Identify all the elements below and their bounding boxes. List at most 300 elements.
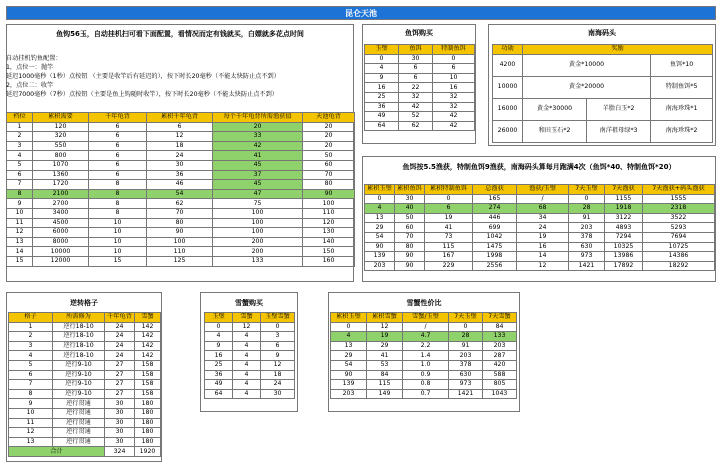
- table-cell: 142: [135, 332, 161, 342]
- table-cell: 32: [399, 92, 433, 102]
- table-cell: 973: [449, 380, 483, 390]
- table-cell: 逆行贯通: [53, 428, 105, 438]
- main-header: 天池龟背: [303, 113, 355, 123]
- table-cell: 14: [517, 252, 569, 262]
- table-cell: 30: [105, 437, 135, 447]
- table-cell: 274: [473, 204, 517, 214]
- table-cell: 1421: [449, 389, 483, 399]
- table-cell: 34: [517, 213, 569, 223]
- table-row: [7, 237, 355, 247]
- table-row: [365, 223, 715, 233]
- table-cell: 13: [7, 237, 33, 247]
- config-note-0: 自动挂机钓鱼配置：: [6, 55, 62, 62]
- table-cell: 52: [399, 112, 433, 122]
- table-cell: 699: [473, 223, 517, 233]
- table-row: [205, 322, 295, 332]
- table-cell: 446: [473, 213, 517, 223]
- table-cell: 140: [303, 237, 355, 247]
- table-cell: 20: [303, 132, 355, 142]
- table-cell: 14386: [643, 252, 715, 262]
- table-row: [365, 204, 715, 214]
- table-cell: 27: [105, 370, 135, 380]
- table-cell: 6: [89, 141, 147, 151]
- table-cell: 200: [213, 247, 303, 257]
- crab-buy-header: 玉璧雪蟹: [261, 313, 295, 323]
- table-cell: 0: [331, 322, 367, 332]
- table-row: [365, 252, 715, 262]
- table-cell: 203: [483, 341, 517, 351]
- table-cell: 30: [399, 54, 433, 64]
- table-row: [9, 418, 161, 428]
- reverse-title: 逆转格子: [70, 299, 98, 307]
- table-cell: 630: [449, 370, 483, 380]
- table-row: [9, 332, 161, 342]
- table-cell: 53: [367, 360, 403, 370]
- table-cell: 54: [331, 360, 367, 370]
- nanhai-header: 功勋: [493, 45, 523, 55]
- table-cell: 229: [425, 261, 473, 271]
- table-cell: 27: [105, 389, 135, 399]
- reverse-total-label: 合计: [9, 447, 105, 457]
- table-cell: 110: [303, 208, 355, 218]
- table-cell: 115: [425, 242, 473, 252]
- table-row: [7, 247, 355, 257]
- table-cell: 9: [205, 341, 233, 351]
- table-row: [365, 232, 715, 242]
- config-note-4: 延迟7000毫秒（7秒）点按钮（主要是鱼上钩随时收竿），按下时长20毫秒（不能太快防止点不到）: [6, 91, 278, 98]
- table-cell: 139: [331, 380, 367, 390]
- table-cell: 3400: [33, 208, 89, 218]
- table-row: [365, 102, 475, 112]
- table-row: [9, 341, 161, 351]
- table-cell: 32: [433, 102, 475, 112]
- table-cell: 158: [135, 389, 161, 399]
- table-cell: 6: [7, 170, 33, 180]
- table-row: [331, 322, 517, 332]
- table-cell: 8: [89, 199, 147, 209]
- table-cell: 1.0: [403, 360, 449, 370]
- table-cell: 4: [205, 332, 233, 342]
- table-cell: 12: [367, 322, 403, 332]
- table-cell: 20: [303, 141, 355, 151]
- table-row: [7, 141, 355, 151]
- table-cell: 4893: [605, 223, 643, 233]
- table-cell: 142: [135, 351, 161, 361]
- table-cell: 54: [365, 232, 395, 242]
- table-cell: 3522: [643, 213, 715, 223]
- table-cell: 203: [449, 351, 483, 361]
- table-row: [205, 389, 295, 399]
- table-cell: 80: [395, 242, 425, 252]
- table-cell: 8: [89, 208, 147, 218]
- table-cell: 36: [365, 102, 399, 112]
- table-cell: 142: [135, 322, 161, 332]
- table-cell: 9: [9, 399, 53, 409]
- nanhai-cell: 南洋祖母绿*3: [587, 120, 651, 142]
- table-cell: 42: [433, 121, 475, 131]
- bait-calc-header: 渔获/玉璧: [517, 185, 569, 195]
- table-cell: 1070: [33, 160, 89, 170]
- table-cell: 2556: [473, 261, 517, 271]
- table-cell: 2318: [643, 204, 715, 214]
- table-cell: 180: [135, 399, 161, 409]
- table-cell: 158: [135, 360, 161, 370]
- table-cell: 4: [9, 351, 53, 361]
- table-cell: 62: [147, 199, 213, 209]
- bait-calc-table: [364, 184, 715, 271]
- table-cell: 7: [7, 180, 33, 190]
- table-cell: 84: [367, 370, 403, 380]
- bait-calc-header: 总渔获: [473, 185, 517, 195]
- table-cell: 1421: [569, 261, 605, 271]
- crab-buy-header: 雪蟹: [233, 313, 261, 323]
- table-cell: 逆行18-10: [53, 332, 105, 342]
- table-cell: 25: [365, 92, 399, 102]
- table-cell: 130: [303, 228, 355, 238]
- crab-buy-table: [204, 312, 295, 399]
- table-row: [365, 261, 715, 271]
- table-cell: 36: [205, 370, 233, 380]
- table-cell: 10: [89, 228, 147, 238]
- table-cell: 167: [425, 252, 473, 262]
- table-cell: 12: [7, 228, 33, 238]
- table-cell: 4: [233, 380, 261, 390]
- table-cell: 49: [365, 112, 399, 122]
- table-row: [365, 213, 715, 223]
- table-row: [7, 189, 355, 199]
- table-cell: 15: [89, 256, 147, 266]
- reverse-table: [8, 312, 161, 457]
- table-cell: 180: [135, 408, 161, 418]
- table-cell: 33: [213, 132, 303, 142]
- table-cell: 1475: [473, 242, 517, 252]
- table-cell: 70: [147, 208, 213, 218]
- table-cell: 24: [147, 151, 213, 161]
- table-cell: 120: [33, 122, 89, 132]
- table-cell: 45: [213, 160, 303, 170]
- table-cell: 30: [105, 399, 135, 409]
- table-cell: 18: [261, 370, 295, 380]
- table-cell: 1155: [605, 194, 643, 204]
- table-cell: 139: [365, 252, 395, 262]
- table-cell: 24: [517, 223, 569, 233]
- reverse-header: 千年龟背: [105, 313, 135, 323]
- table-cell: 8000: [33, 237, 89, 247]
- table-cell: 9: [365, 73, 399, 83]
- table-row: [7, 160, 355, 170]
- table-cell: 24: [105, 332, 135, 342]
- table-cell: 29: [365, 223, 395, 233]
- table-cell: 203: [331, 389, 367, 399]
- table-cell: 0: [261, 322, 295, 332]
- table-cell: 4: [233, 351, 261, 361]
- table-row: [365, 92, 475, 102]
- bait-note: 鱼饵按5.5渔获，特制鱼饵9渔获，南海码头算每月跑满4次（鱼饵*40、特制鱼饵*20）: [402, 163, 676, 171]
- table-row: [9, 351, 161, 361]
- bait-buy-header: 玉璧: [365, 45, 399, 55]
- table-cell: 8: [89, 189, 147, 199]
- table-cell: 13986: [605, 252, 643, 262]
- table-cell: 42: [433, 112, 475, 122]
- table-cell: 11: [9, 418, 53, 428]
- table-cell: 0: [449, 322, 483, 332]
- table-cell: 41: [367, 351, 403, 361]
- table-cell: 27: [105, 360, 135, 370]
- table-row: [7, 199, 355, 209]
- crab-buy-title: 雪蟹购买: [235, 299, 263, 307]
- table-cell: 200: [213, 237, 303, 247]
- table-row: [205, 332, 295, 342]
- table-cell: 11: [7, 218, 33, 228]
- table-row: [365, 121, 475, 131]
- main-header: 千年龟背: [89, 113, 147, 123]
- table-cell: 10: [7, 208, 33, 218]
- table-cell: 3: [7, 141, 33, 151]
- table-cell: 4: [233, 360, 261, 370]
- nanhai-cell: 黄金*30000: [523, 98, 587, 120]
- table-cell: 14: [7, 247, 33, 257]
- table-cell: 6: [89, 132, 147, 142]
- table-cell: 24: [105, 351, 135, 361]
- table-cell: 8: [7, 189, 33, 199]
- table-cell: 1: [9, 322, 53, 332]
- table-cell: 62: [399, 121, 433, 131]
- table-row: [365, 73, 475, 83]
- table-row: [205, 341, 295, 351]
- bait-calc-header: 7天渔获: [605, 185, 643, 195]
- table-cell: 1360: [33, 170, 89, 180]
- reverse-header: 格子: [9, 313, 53, 323]
- table-row: [331, 380, 517, 390]
- nanhai-cell: 10000: [493, 76, 523, 98]
- table-cell: 47: [213, 189, 303, 199]
- nanhai-cell: 南海珍珠*1: [651, 98, 713, 120]
- crab-ratio-header: 7天玉璧: [449, 313, 483, 323]
- table-cell: 110: [147, 247, 213, 257]
- table-row: [7, 180, 355, 190]
- table-row: [365, 242, 715, 252]
- table-cell: 800: [33, 151, 89, 161]
- table-cell: 68: [517, 204, 569, 214]
- table-cell: 133: [213, 256, 303, 266]
- table-cell: 2100: [33, 189, 89, 199]
- table-cell: 25: [205, 360, 233, 370]
- table-cell: 60: [303, 160, 355, 170]
- table-cell: 2700: [33, 199, 89, 209]
- table-cell: 5293: [643, 223, 715, 233]
- table-cell: 3122: [605, 213, 643, 223]
- reverse-header: 雪蟹: [135, 313, 161, 323]
- table-cell: 0: [433, 54, 475, 64]
- table-cell: 10: [9, 408, 53, 418]
- table-cell: 12: [9, 428, 53, 438]
- table-row: [7, 122, 355, 132]
- config-note-2: 延迟1000毫秒（1秒）点按钮 （主要是收竿后有延迟的），按下时长20毫秒（不能太快防止点不到）: [6, 73, 280, 80]
- table-cell: 5: [7, 160, 33, 170]
- main-header: 累积千年龟背: [147, 113, 213, 123]
- crab-buy-header: 玉璧: [205, 313, 233, 323]
- table-cell: 158: [135, 370, 161, 380]
- table-cell: 90: [365, 242, 395, 252]
- table-cell: 27: [105, 380, 135, 390]
- table-cell: 90: [303, 189, 355, 199]
- table-row: [365, 112, 475, 122]
- nanhai-title: 南海码头: [588, 29, 616, 37]
- table-cell: 6000: [33, 228, 89, 238]
- page-title: 昆仑天池: [6, 6, 716, 20]
- table-cell: 12000: [33, 256, 89, 266]
- table-cell: 1042: [473, 232, 517, 242]
- table-cell: 10: [89, 247, 147, 257]
- config-note-1: 1，点位一：抛竿: [6, 64, 54, 71]
- table-cell: 133: [483, 332, 517, 342]
- table-cell: 91: [569, 213, 605, 223]
- table-cell: 0: [365, 194, 395, 204]
- table-cell: 10000: [33, 247, 89, 257]
- table-cell: 10325: [605, 242, 643, 252]
- config-note-3: 2，点位二：收竿: [6, 82, 54, 89]
- table-cell: 30: [105, 418, 135, 428]
- table-cell: /: [403, 322, 449, 332]
- table-cell: 24: [261, 380, 295, 390]
- main-table: [6, 112, 355, 267]
- left-header: 鱼钩56玉，自动挂机扫可看下面配置，看情况而定有钱就买，白嫖就多花点时间: [56, 30, 304, 38]
- table-cell: 60: [395, 223, 425, 233]
- bait-calc-header: 7天玉璧: [569, 185, 605, 195]
- table-cell: 46: [147, 180, 213, 190]
- bait-buy-table: [364, 44, 475, 131]
- table-cell: 3: [9, 341, 53, 351]
- table-row: [9, 370, 161, 380]
- table-cell: 37: [213, 170, 303, 180]
- table-cell: 4.7: [403, 332, 449, 342]
- table-row: [7, 256, 355, 266]
- table-cell: 24: [105, 322, 135, 332]
- nanhai-cell: 南海珍珠*2: [651, 120, 713, 142]
- table-cell: 12: [517, 261, 569, 271]
- bait-calc-header: 累积玉璧: [365, 185, 395, 195]
- table-cell: 70: [303, 170, 355, 180]
- table-cell: /: [517, 194, 569, 204]
- reverse-total-cell: 324: [105, 447, 135, 457]
- nanhai-table: [492, 44, 713, 143]
- table-cell: 4: [233, 341, 261, 351]
- table-cell: 4: [233, 389, 261, 399]
- table-cell: 973: [569, 252, 605, 262]
- table-row: [365, 54, 475, 64]
- table-cell: 1043: [483, 389, 517, 399]
- table-row: [205, 360, 295, 370]
- table-cell: 320: [33, 132, 89, 142]
- table-cell: 91: [449, 341, 483, 351]
- table-cell: 90: [395, 252, 425, 262]
- table-cell: 17892: [605, 261, 643, 271]
- table-cell: 10: [89, 237, 147, 247]
- table-cell: 1555: [643, 194, 715, 204]
- main-header: 累积需要: [33, 113, 89, 123]
- table-cell: 6: [399, 64, 433, 74]
- table-cell: 4: [233, 370, 261, 380]
- table-cell: 19: [517, 232, 569, 242]
- table-cell: 805: [483, 380, 517, 390]
- table-cell: 29: [331, 351, 367, 361]
- table-cell: 4: [365, 64, 399, 74]
- table-cell: 3: [261, 332, 295, 342]
- table-cell: 30: [261, 389, 295, 399]
- table-cell: 20: [303, 122, 355, 132]
- table-row: [9, 408, 161, 418]
- table-row: [331, 341, 517, 351]
- table-row: [9, 428, 161, 438]
- table-cell: 2.2: [403, 341, 449, 351]
- nanhai-cell: 16000: [493, 98, 523, 120]
- reverse-header: 所需修为: [53, 313, 105, 323]
- table-cell: 7: [9, 380, 53, 390]
- table-cell: 0.9: [403, 370, 449, 380]
- table-cell: 13: [9, 437, 53, 447]
- table-cell: 100: [213, 218, 303, 228]
- table-cell: 49: [205, 380, 233, 390]
- crab-ratio-header: 累积玉璧: [331, 313, 367, 323]
- table-cell: 10: [89, 218, 147, 228]
- table-cell: 19: [367, 332, 403, 342]
- table-cell: 6: [425, 204, 473, 214]
- table-cell: 64: [365, 121, 399, 131]
- table-cell: 逆行18-10: [53, 322, 105, 332]
- table-cell: 逆行贯通: [53, 408, 105, 418]
- crab-ratio-header: 雪蟹/玉璧: [403, 313, 449, 323]
- table-cell: 180: [135, 428, 161, 438]
- table-cell: 28: [569, 204, 605, 214]
- table-row: [331, 360, 517, 370]
- table-cell: 0: [365, 54, 399, 64]
- table-cell: 203: [569, 223, 605, 233]
- table-cell: 6: [89, 151, 147, 161]
- table-row: [205, 370, 295, 380]
- table-cell: 10: [433, 73, 475, 83]
- crab-ratio-header: 7天雪蟹: [483, 313, 517, 323]
- table-cell: 588: [483, 370, 517, 380]
- table-row: [9, 437, 161, 447]
- table-cell: 4: [365, 204, 395, 214]
- bait-buy-header: 特制鱼饵: [433, 45, 475, 55]
- table-cell: 1918: [605, 204, 643, 214]
- reverse-total-cell: 1920: [135, 447, 161, 457]
- nanhai-header: 奖励: [523, 45, 713, 55]
- table-cell: 30: [105, 408, 135, 418]
- table-row: [9, 322, 161, 332]
- table-cell: 115: [367, 380, 403, 390]
- nanhai-cell: 26000: [493, 120, 523, 142]
- table-row: [331, 351, 517, 361]
- table-cell: 180: [135, 418, 161, 428]
- table-cell: 29: [367, 341, 403, 351]
- table-cell: 7294: [605, 232, 643, 242]
- table-cell: 90: [395, 261, 425, 271]
- table-cell: 550: [33, 141, 89, 151]
- table-cell: 28: [449, 332, 483, 342]
- table-cell: 64: [205, 389, 233, 399]
- nanhai-cell: 黄金*20000: [523, 76, 651, 98]
- table-cell: 42: [399, 102, 433, 112]
- table-cell: 6: [399, 73, 433, 83]
- table-cell: 18292: [643, 261, 715, 271]
- table-row: [365, 83, 475, 93]
- nanhai-cell: 鱼饵*10: [651, 54, 713, 76]
- table-cell: 20: [213, 122, 303, 132]
- main-header: 档位: [7, 113, 33, 123]
- table-cell: 125: [147, 256, 213, 266]
